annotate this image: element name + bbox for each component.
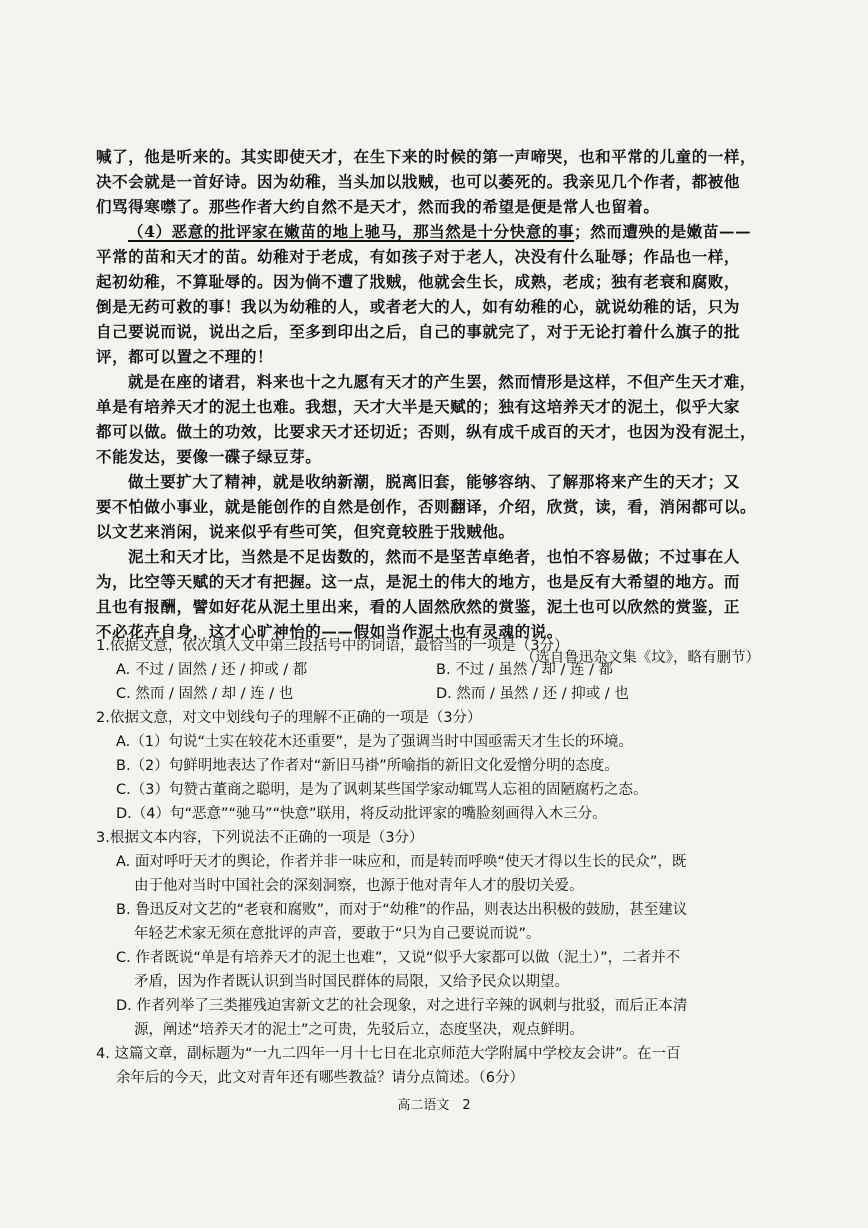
passage-line: 喊了，他是听来的。其实即使天才，在生下来的时候的第一声啼哭，也和平常的儿童的一样， xyxy=(96,147,757,166)
reading-passage xyxy=(96,144,760,671)
question-2-stem: 2.依据文意，对文中划线句子的理解不正确的一项是（3分） xyxy=(96,710,482,726)
question-3-stem: 3.根据文本内容，下列说法不正确的一项是（3分） xyxy=(96,830,424,846)
option-line: C. 作者既说“单是有培养天才的泥土也难”，又说“似乎大家都可以做（泥土）”，二者并不 xyxy=(116,950,681,966)
passage-line: 做土要扩大了精神，就是收纳新潮，脱离旧套，能够容纳、了解那将来产生的天才；又 xyxy=(128,472,740,491)
passage-line: 不必花卉自身，这才心旷神怡的——假如当作泥土也有灵魂的说。 xyxy=(96,622,563,641)
question-3-option-c xyxy=(96,946,762,994)
passage-line: 不能发达，要像一碟子绿豆芽。 xyxy=(96,447,322,466)
question-1-options-row xyxy=(96,658,762,682)
question-2-option-d: D.（4）句“恶意”“驰马”“快意”联用，将反动批评家的嘴脸刻画得入木三分。 xyxy=(116,806,607,822)
question-2-option-a: A.（1）句说“土实在较花木还重要”，是为了强调当时中国亟需天才生长的环境。 xyxy=(116,734,634,750)
question-1-option-a: A. 不过 / 固然 / 还 / 抑或 / 都 xyxy=(116,662,308,678)
passage-line: 平常的苗和天才的苗。幼稚对于老成，有如孩子对于老人，决没有什么耻辱；作品也一样， xyxy=(96,247,741,266)
passage-line: 自己要说而说，说出之后，至多到印出之后，自己的事就完了，对于无论打着什么旗子的批 xyxy=(96,322,741,341)
option-line: D. 作者列举了三类摧残迫害新文艺的社会现象，对之进行辛辣的讽刺与批驳，而后正本清 xyxy=(116,998,688,1014)
option-line: 由于他对当时中国社会的深刻洞察，也源于他对青年人才的殷切关爱。 xyxy=(134,878,584,894)
question-4-line: 4. 这篇文章，副标题为“一九二四年一月十七日在北京师范大学附属中学校友会讲”。在一百 xyxy=(96,1046,681,1062)
passage-text: ；然而遭殃的是嫩苗—— xyxy=(574,222,752,241)
option-line: B. 鲁迅反对文艺的“老衰和腐败”，而对于“幼稚”的作品，则表达出积极的鼓励，甚至建议 xyxy=(116,902,688,918)
passage-line: 且也有报酬，譬如好花从泥土里出来，看的人固然欣然的赏鉴，泥土也可以欣然的赏鉴，正 xyxy=(96,597,741,616)
passage-line: 要不怕做小事业，就是能创作的自然是创作，否则翻译，介绍，欣赏，读，看，消闲都可以。 xyxy=(96,497,757,516)
questions-section xyxy=(96,634,762,1090)
passage-line: 起初幼稚，不算耻辱的。因为倘不遭了戕贼，他就会生长，成熟，老成；独有老衰和腐败， xyxy=(96,272,741,291)
passage-line: 决不会就是一首好诗。因为幼稚，当头加以戕贼，也可以萎死的。我亲见几个作者，都被他 xyxy=(96,172,741,191)
question-3-option-b xyxy=(96,898,762,946)
question-4-line: 余年后的今天，此文对青年还有哪些教益？请分点简述。（6分） xyxy=(116,1070,524,1086)
option-line: A. 面对呼吁天才的舆论，作者并非一味应和，而是转而呼唤“使天才得以生长的民众”，既 xyxy=(116,854,687,870)
question-4 xyxy=(96,1042,762,1090)
underlined-sentence-4: （4）恶意的批评家在嫩苗的地上驰马，那当然是十分快意的事 xyxy=(128,222,575,241)
passage-line: 倒是无药可救的事！我以为幼稚的人，或者老大的人，如有幼稚的心，就说幼稚的话，只为 xyxy=(96,297,741,316)
page-footer: 高二语文 2 xyxy=(397,1098,471,1113)
source-citation: （选自鲁迅杂文集《坟》，略有删节） xyxy=(520,650,760,666)
passage-line: 以文艺来消闲，说来似乎有些可笑，但究竟较胜于戕贼他。 xyxy=(96,522,515,541)
option-line: 源，阐述“培养天才的泥土”之可贵，先驳后立，态度坚决，观点鲜明。 xyxy=(134,1022,585,1038)
question-3-option-d xyxy=(96,994,762,1042)
passage-line: 们骂得寒噤了。那些作者大约自然不是天才，然而我的希望是便是常人也留着。 xyxy=(96,197,660,216)
question-1-stem: 1.依据文意，依次填入文中第三段括号中的词语，最恰当的一项是（3分） xyxy=(96,638,569,654)
question-1-options-row xyxy=(96,682,762,706)
option-line: 年轻艺术家无须在意批评的声音，要敢于“只为自己要说而说”。 xyxy=(134,926,541,942)
question-1-option-c: C. 然而 / 固然 / 却 / 连 / 也 xyxy=(116,686,294,702)
question-1-option-b: B. 不过 / 虽然 / 却 / 连 / 都 xyxy=(436,662,614,678)
passage-line: 就是在座的诸君，料来也十之九愿有天才的产生罢，然而情形是这样，不但产生天才难， xyxy=(128,372,756,391)
paragraph-4-first-line xyxy=(96,219,760,244)
question-2-option-c: C.（3）句赞古董商之聪明，是为了讽刺某些国学家动辄骂人忘祖的固陋腐朽之态。 xyxy=(116,782,648,798)
option-line: 矛盾，因为作者既认识到当时国民群体的局限，又给予民众以期望。 xyxy=(134,974,569,990)
passage-line: 为，比空等天赋的天才有把握。这一点，是泥土的伟大的地方，也是反有大希望的地方。而 xyxy=(96,572,741,591)
question-3-option-a xyxy=(96,850,762,898)
passage-line: 都可以做。做土的功效，比要求天才还切近；否则，纵有成千成百的天才，也因为没有泥土， xyxy=(96,422,757,441)
passage-line: 单是有培养天才的泥土也难。我想，天才大半是天赋的；独有这培养天才的泥土，似乎大家 xyxy=(96,397,741,416)
question-2-option-b: B.（2）句鲜明地表达了作者对“新旧马褂”所喻指的新旧文化爱憎分明的态度。 xyxy=(116,758,619,774)
passage-line: 泥土和天才比，当然是不足齿数的，然而不是坚苦卓绝者，也怕不容易做；不过事在人 xyxy=(128,547,740,566)
question-1-option-d: D. 然而 / 虽然 / 还 / 抑或 / 也 xyxy=(436,686,629,702)
passage-line: 评，都可以置之不理的！ xyxy=(96,347,274,366)
